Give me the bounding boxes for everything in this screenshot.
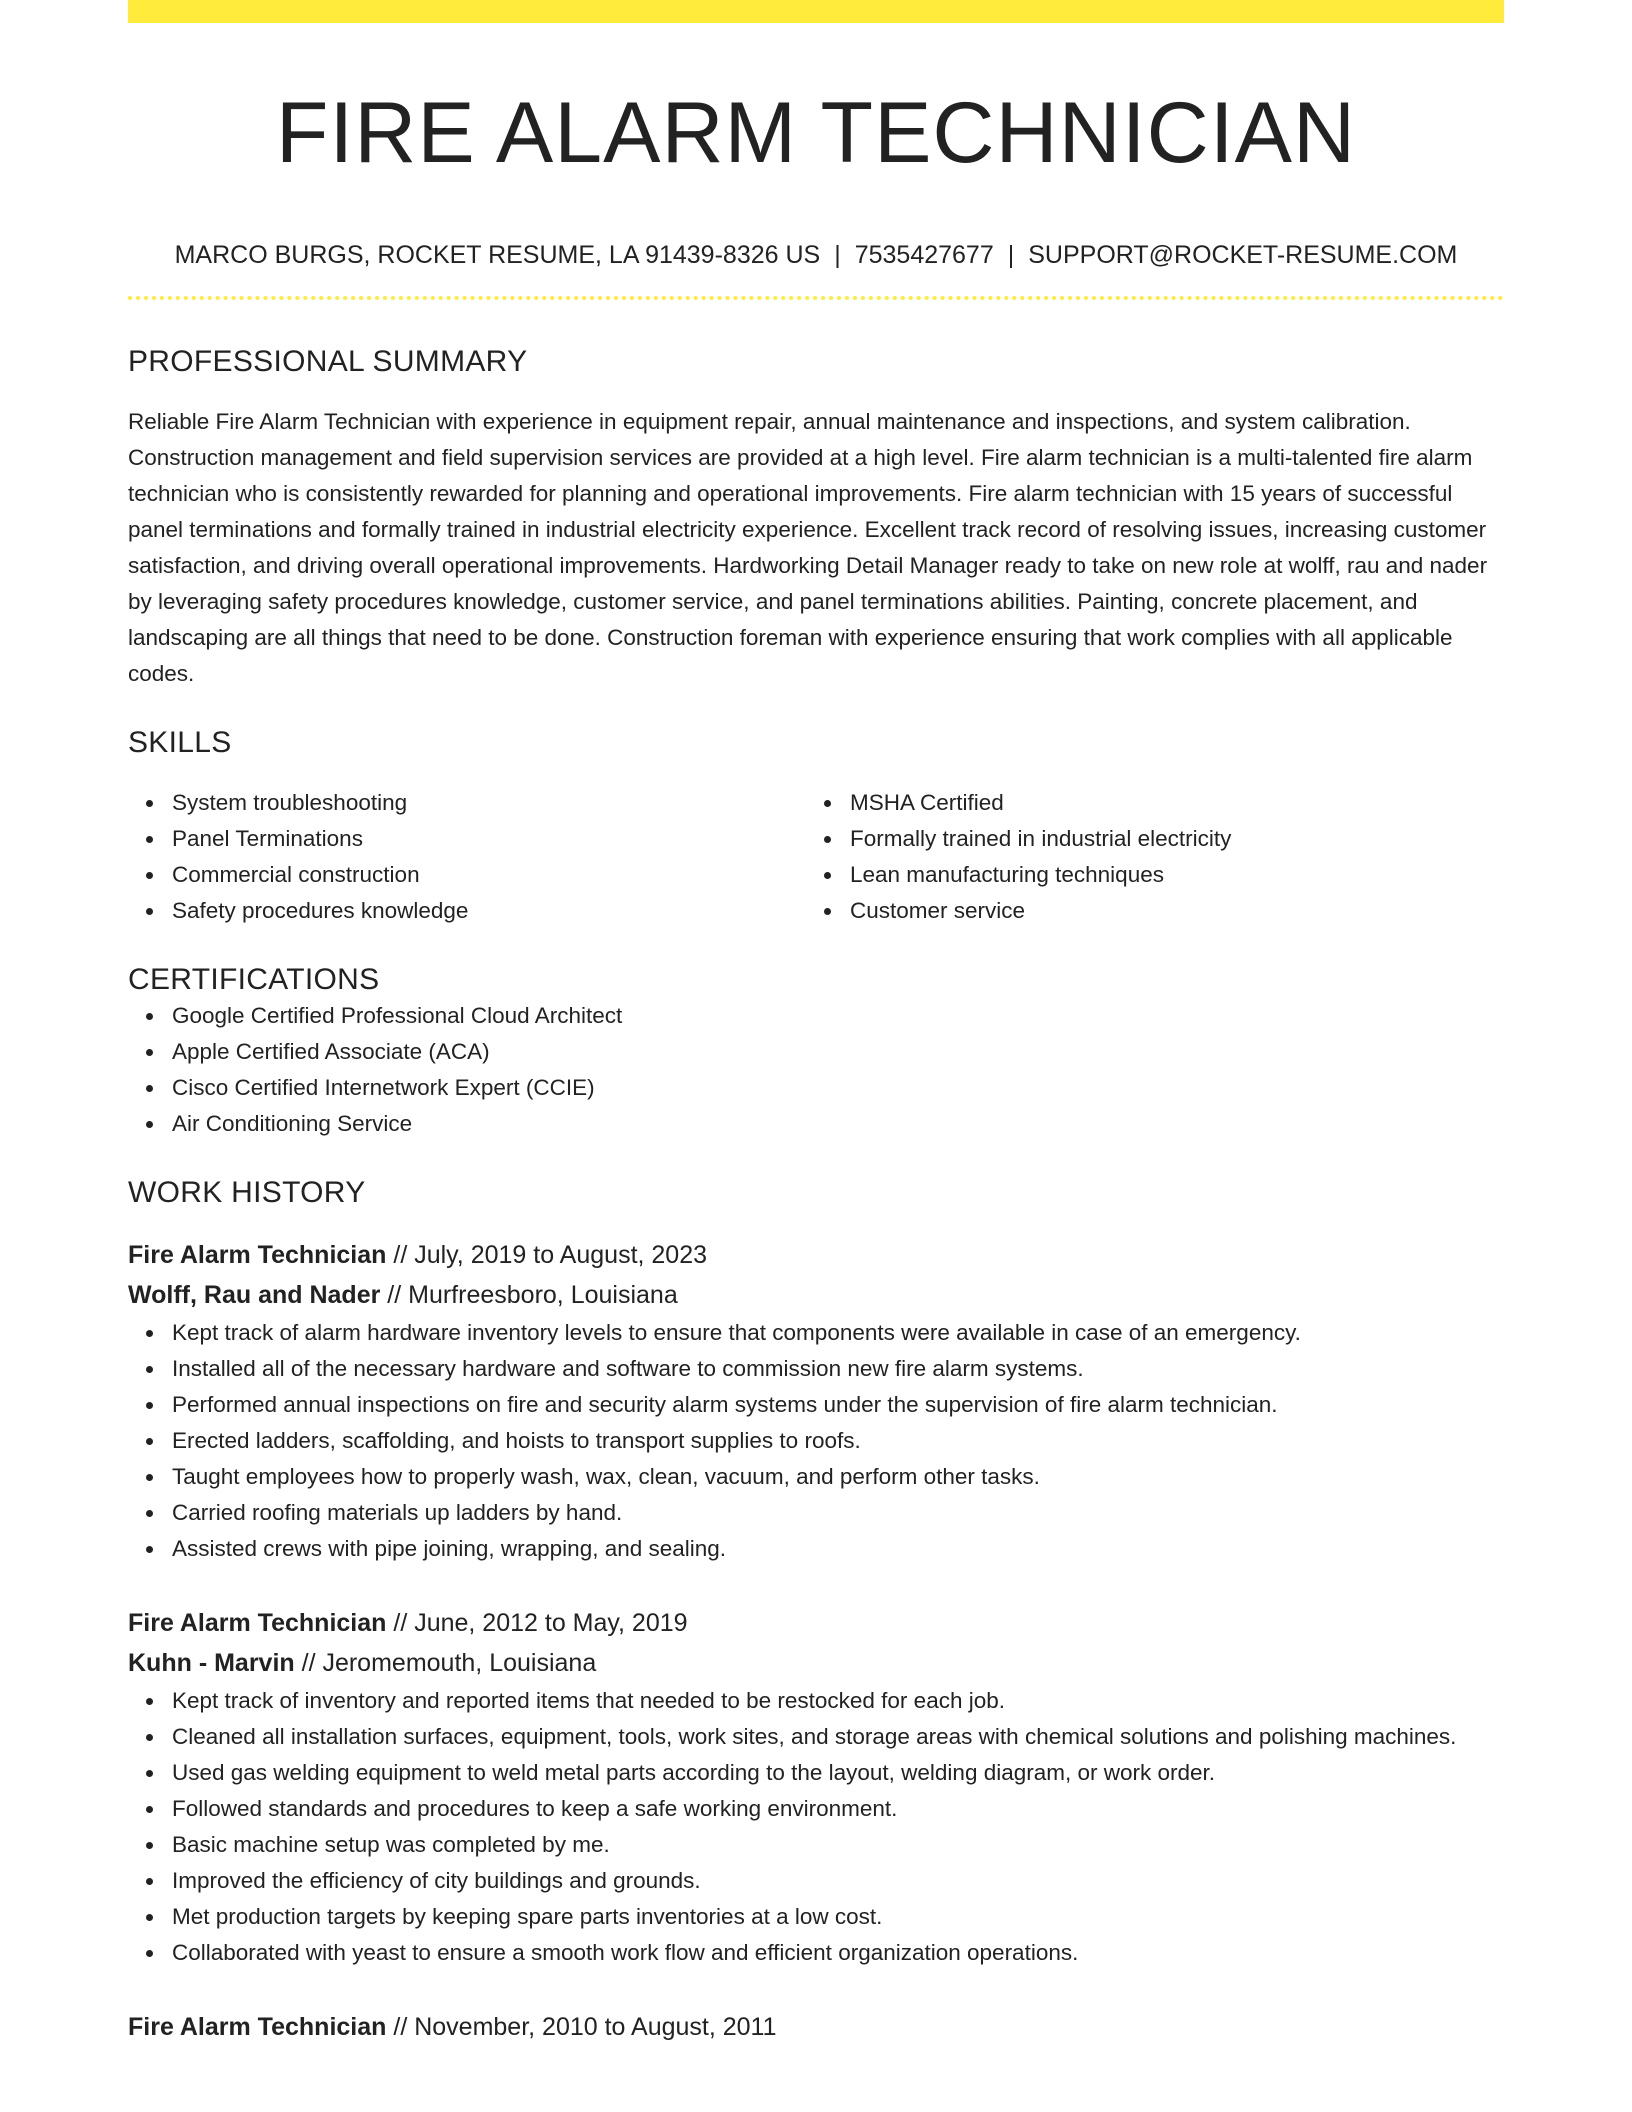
job-duty-item: Used gas welding equipment to weld metal parts according to the layout, welding diagram, or work order. <box>172 1755 1504 1791</box>
work-history-heading: WORK HISTORY <box>128 1176 366 1209</box>
contact-address: MARCO BURGS, ROCKET RESUME, LA 91439-8326 US <box>174 241 821 269</box>
contact-email: SUPPORT@ROCKET-RESUME.COM <box>1028 241 1458 269</box>
skill-item: Customer service <box>850 893 1484 929</box>
job-duty-item: Cleaned all installation surfaces, equipment, tools, work sites, and storage areas with chemical solutions and polishing machines. <box>172 1719 1504 1755</box>
resume-page <box>128 0 1504 2047</box>
job-title-line <box>128 1235 1504 1275</box>
job-duty-item: Kept track of alarm hardware inventory levels to ensure that components were available in case of an emergency. <box>172 1315 1504 1351</box>
job-title-line <box>128 1603 1504 1643</box>
contact-phone: 7535427677 <box>854 241 994 269</box>
job-location: // Murfreesboro, Louisiana <box>380 1281 678 1309</box>
summary-text: Reliable Fire Alarm Technician with experience in equipment repair, annual maintenance and inspections, and system calibration. Construction management and field supervision services are provided at a high level. Fire alarm technician is a multi-talented fire alarm technician who is consistently rewarded for planning and operational improvements. Fire alarm technician with 15 years of successful panel terminations and formally trained in industrial electricity experience. Excellent track record of resolving issues, increasing customer satisfaction, and driving overall operational improvements. Hardworking Detail Manager ready to take on new role at wolff, rau and nader by leveraging safety procedures knowledge, customer service, and panel terminations abilities. Painting, concrete placement, and landscaping are all things that need to be done. Construction foreman with experience ensuring that work complies with all applicable codes. <box>128 409 1488 686</box>
skills-right-list <box>806 785 1484 929</box>
job-dates: // November, 2010 to August, 2011 <box>386 2013 777 2041</box>
skill-item: System troubleshooting <box>172 785 806 821</box>
job-entry <box>128 1235 1504 1567</box>
skills-grid <box>128 785 1504 929</box>
job-dates: // June, 2012 to May, 2019 <box>386 1609 688 1637</box>
job-company: Wolff, Rau and Nader <box>128 1281 381 1309</box>
job-duty-item: Collaborated with yeast to ensure a smooth work flow and efficient organization operations. <box>172 1935 1504 1971</box>
job-title: Fire Alarm Technician <box>128 1241 387 1269</box>
job-entry <box>128 2007 1504 2047</box>
job-company: Kuhn - Marvin <box>128 1649 295 1677</box>
skill-item: Formally trained in industrial electricity <box>850 821 1484 857</box>
job-duty-item: Erected ladders, scaffolding, and hoists to transport supplies to roofs. <box>172 1423 1504 1459</box>
skills-left-list <box>128 785 806 929</box>
job-duty-item: Followed standards and procedures to keep a safe working environment. <box>172 1791 1504 1827</box>
job-duty-item: Carried roofing materials up ladders by hand. <box>172 1495 1504 1531</box>
job-duty-item: Performed annual inspections on fire and security alarm systems under the supervision of fire alarm technician. <box>172 1387 1504 1423</box>
certification-item: Cisco Certified Internetwork Expert (CCIE) <box>172 1070 1504 1106</box>
job-title: Fire Alarm Technician <box>128 2013 387 2041</box>
skills-heading: SKILLS <box>128 726 232 759</box>
skill-item: Panel Terminations <box>172 821 806 857</box>
job-duties-list <box>128 1315 1504 1567</box>
job-duties-list <box>128 1683 1504 1971</box>
skill-item: Safety procedures knowledge <box>172 893 806 929</box>
job-dates: // July, 2019 to August, 2023 <box>386 1241 708 1269</box>
job-title: Fire Alarm Technician <box>128 1609 387 1637</box>
certifications-heading: CERTIFICATIONS <box>128 963 380 996</box>
job-duty-item: Kept track of inventory and reported items that needed to be restocked for each job. <box>172 1683 1504 1719</box>
contact-separator: | <box>834 241 841 269</box>
resume-title: FIRE ALARM TECHNICIAN <box>275 85 1357 181</box>
skill-item: MSHA Certified <box>850 785 1484 821</box>
certification-item: Air Conditioning Service <box>172 1106 1504 1142</box>
skill-item: Commercial construction <box>172 857 806 893</box>
skill-item: Lean manufacturing techniques <box>850 857 1484 893</box>
contact-line <box>128 239 1504 271</box>
dotted-divider <box>128 296 1504 300</box>
job-duty-item: Basic machine setup was completed by me. <box>172 1827 1504 1863</box>
summary-heading: PROFESSIONAL SUMMARY <box>128 345 528 378</box>
job-location: // Jeromemouth, Louisiana <box>294 1649 597 1677</box>
job-company-line <box>128 1643 1504 1683</box>
job-duty-item: Met production targets by keeping spare parts inventories at a low cost. <box>172 1899 1504 1935</box>
certification-item: Apple Certified Associate (ACA) <box>172 1034 1504 1070</box>
job-company-line <box>128 1275 1504 1315</box>
contact-separator: | <box>1007 241 1015 269</box>
job-entry <box>128 1603 1504 1971</box>
job-duty-item: Installed all of the necessary hardware and software to commission new fire alarm systems. <box>172 1351 1504 1387</box>
accent-top-bar <box>128 0 1504 23</box>
job-duty-item: Taught employees how to properly wash, wax, clean, vacuum, and perform other tasks. <box>172 1459 1504 1495</box>
job-duty-item: Assisted crews with pipe joining, wrapping, and sealing. <box>172 1531 1504 1567</box>
certification-item: Google Certified Professional Cloud Architect <box>172 998 1504 1034</box>
job-duty-item: Improved the efficiency of city buildings and grounds. <box>172 1863 1504 1899</box>
job-title-line <box>128 2007 1504 2047</box>
certifications-list <box>128 998 1504 1142</box>
